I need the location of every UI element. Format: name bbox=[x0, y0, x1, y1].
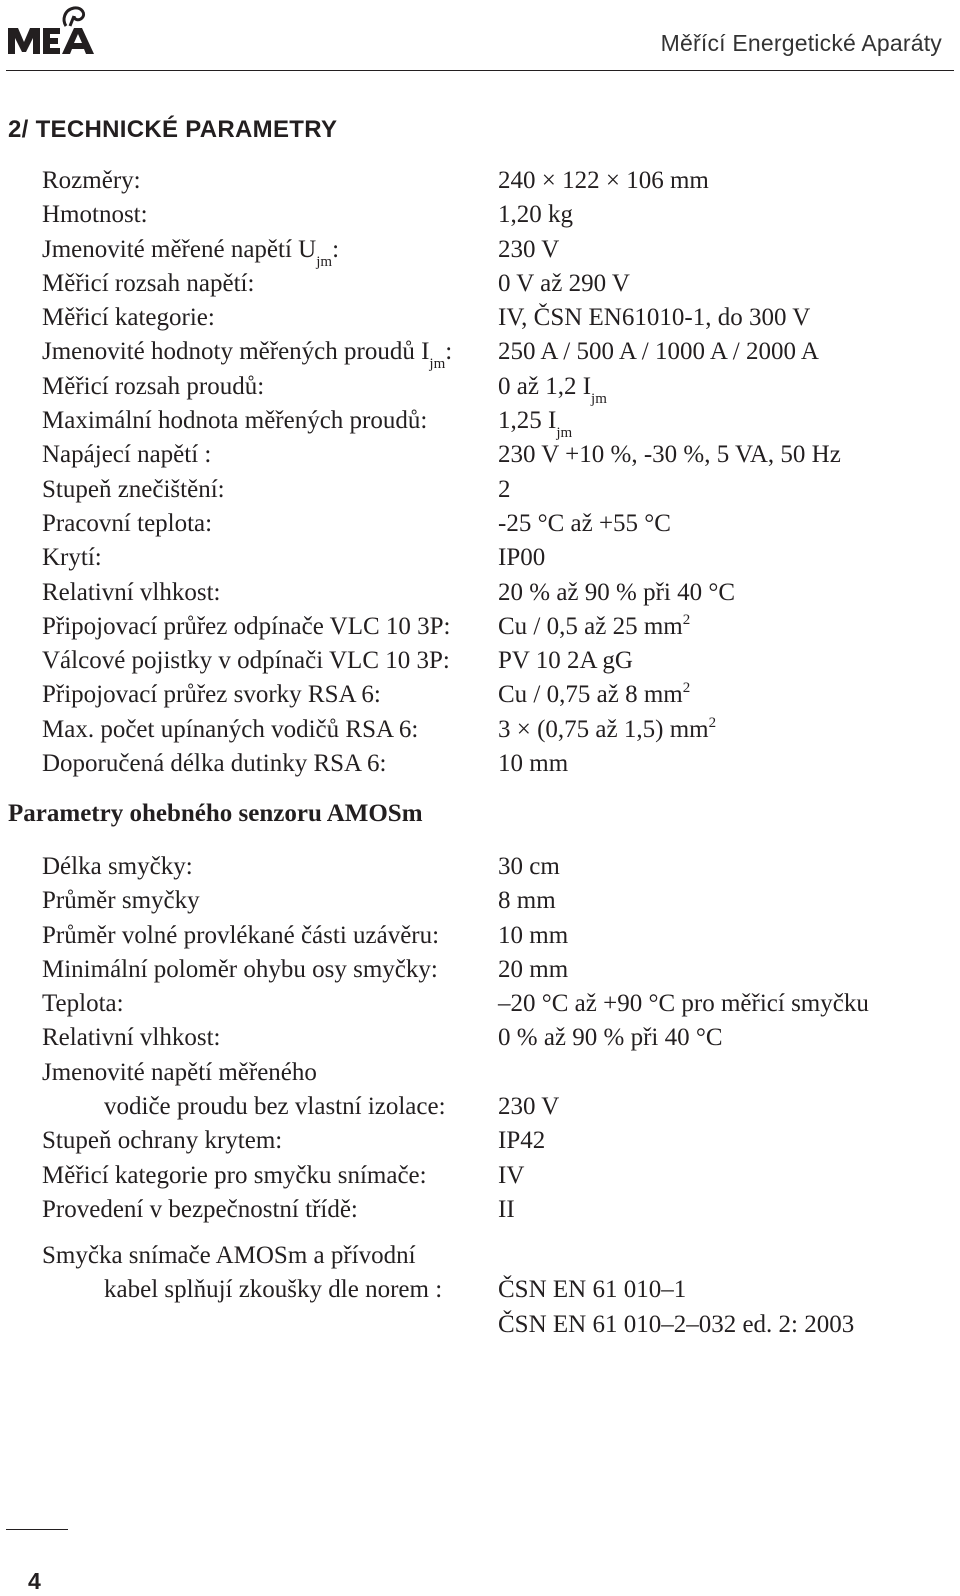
parameter-value-text: 10 mm bbox=[498, 921, 569, 949]
parameter-label-text: Jmenovité napětí měřeného bbox=[42, 1058, 317, 1086]
parameter-row bbox=[42, 884, 942, 918]
sensor-section-title: Parametry ohebného senzoru AMOSm bbox=[8, 800, 423, 827]
parameter-label-subscript: jm bbox=[316, 253, 333, 270]
parameter-label bbox=[42, 370, 264, 404]
parameter-row bbox=[42, 198, 942, 232]
parameter-label-text: Napájecí napětí : bbox=[42, 441, 212, 469]
parameter-value bbox=[498, 678, 690, 712]
header-divider bbox=[6, 70, 954, 71]
parameter-label-text: Stupeň ochrany krytem: bbox=[42, 1127, 283, 1155]
parameter-label bbox=[104, 1273, 442, 1307]
parameter-value-text: 0 až 1,2 I bbox=[498, 372, 592, 400]
parameter-row bbox=[42, 1273, 942, 1307]
parameter-value bbox=[498, 473, 511, 507]
parameter-label-text: Válcové pojistky v odpínači VLC 10 3P: bbox=[42, 647, 450, 675]
parameter-value-text: IP42 bbox=[498, 1127, 546, 1155]
parameter-row bbox=[42, 335, 942, 373]
parameter-label-text: Jmenovité měřené napětí U bbox=[42, 235, 317, 263]
parameter-label-text: Doporučená délka dutinky RSA 6: bbox=[42, 750, 387, 778]
parameter-label-text: Maximální hodnota měřených proudů: bbox=[42, 407, 428, 435]
parameter-label bbox=[42, 953, 438, 987]
parameter-label-text: Provedení v bezpečnostní třídě: bbox=[42, 1195, 358, 1223]
standards-table bbox=[42, 1239, 942, 1342]
parameter-row bbox=[42, 713, 942, 747]
parameter-value bbox=[498, 267, 630, 301]
parameter-row bbox=[42, 850, 942, 884]
parameter-value-superscript: 2 bbox=[682, 680, 691, 697]
parameter-value bbox=[498, 644, 633, 678]
parameter-value-text: Cu / 0,75 až 8 mm bbox=[498, 681, 683, 709]
parameter-label bbox=[42, 507, 212, 541]
parameter-row bbox=[42, 678, 942, 712]
parameter-label bbox=[42, 267, 254, 301]
parameter-row bbox=[42, 1239, 942, 1273]
sensor-parameters-table bbox=[42, 850, 942, 1227]
parameter-value bbox=[498, 1124, 545, 1158]
parameter-value bbox=[498, 1273, 686, 1307]
parameter-value bbox=[498, 1159, 524, 1193]
parameter-row bbox=[42, 1056, 942, 1090]
parameter-value bbox=[498, 747, 568, 781]
parameter-value-text: IV, ČSN EN61010-1, do 300 V bbox=[498, 304, 811, 332]
parameter-row bbox=[42, 1090, 942, 1124]
parameter-value-text: 3 × (0,75 až 1,5) mm bbox=[498, 715, 709, 743]
parameter-label-text: vodiče proudu bez vlastní izolace: bbox=[104, 1093, 446, 1121]
parameter-row bbox=[42, 301, 942, 335]
parameter-label-suffix: : bbox=[332, 235, 340, 263]
parameter-value-text: 0 % až 90 % při 40 °C bbox=[498, 1024, 723, 1052]
parameter-label bbox=[104, 1090, 446, 1124]
parameter-label bbox=[42, 919, 439, 953]
parameter-value-text: ČSN EN 61 010–2–032 ed. 2: 2003 bbox=[498, 1310, 855, 1338]
parameter-value bbox=[498, 1308, 854, 1342]
parameter-value-superscript: 2 bbox=[708, 714, 717, 731]
parameter-row bbox=[42, 404, 942, 442]
parameter-value-text: 230 V bbox=[498, 1093, 560, 1121]
parameter-label bbox=[42, 644, 450, 678]
parameter-value-text: II bbox=[498, 1195, 515, 1223]
parameter-row bbox=[42, 267, 942, 301]
parameter-label-text: Měřicí rozsah proudů: bbox=[42, 372, 265, 400]
parameter-label bbox=[42, 473, 225, 507]
parameter-label-text: Měřicí kategorie: bbox=[42, 304, 215, 332]
parameter-value bbox=[498, 1090, 559, 1124]
mega-logo bbox=[4, 2, 104, 62]
parameter-label-text: Průměr smyčky bbox=[42, 887, 200, 915]
parameters-table bbox=[42, 164, 942, 781]
parameter-value-text: IP00 bbox=[498, 544, 546, 572]
parameter-label bbox=[42, 850, 193, 884]
parameter-value bbox=[498, 301, 810, 335]
parameter-label bbox=[42, 678, 381, 712]
parameter-label-text: Připojovací průřez odpínače VLC 10 3P: bbox=[42, 612, 451, 640]
parameter-row bbox=[42, 919, 942, 953]
parameter-label-text: Max. počet upínaných vodičů RSA 6: bbox=[42, 715, 419, 743]
parameter-row bbox=[42, 507, 942, 541]
page-header bbox=[0, 0, 960, 72]
parameter-value bbox=[498, 953, 568, 987]
parameter-row bbox=[42, 1308, 942, 1342]
parameter-value-text: 230 V +10 %, -30 %, 5 VA, 50 Hz bbox=[498, 441, 841, 469]
parameter-row bbox=[42, 370, 942, 407]
parameter-row bbox=[42, 747, 942, 781]
parameter-label bbox=[42, 1021, 220, 1055]
parameter-label bbox=[42, 1159, 427, 1193]
parameter-value bbox=[498, 1021, 723, 1055]
parameter-label-subscript: jm bbox=[429, 356, 446, 373]
parameter-row bbox=[42, 164, 942, 198]
parameter-label bbox=[42, 335, 453, 373]
parameter-value bbox=[498, 507, 671, 541]
parameter-row bbox=[42, 953, 942, 987]
parameter-value-text: 250 A / 500 A / 1000 A / 2000 A bbox=[498, 338, 819, 366]
parameter-value bbox=[498, 576, 735, 610]
parameter-label bbox=[42, 747, 386, 781]
parameter-value bbox=[498, 233, 559, 267]
parameter-label-text: kabel splňují zkoušky dle norem : bbox=[104, 1276, 443, 1304]
parameter-value bbox=[498, 370, 607, 407]
parameter-value-text: –20 °C až +90 °C pro měřicí smyčku bbox=[498, 990, 869, 1018]
parameter-value bbox=[498, 164, 709, 198]
parameter-row bbox=[42, 438, 942, 472]
header-title: Měřící Energetické Aparáty bbox=[660, 30, 942, 56]
parameter-label bbox=[42, 164, 141, 198]
parameter-row bbox=[42, 233, 942, 270]
parameter-label bbox=[42, 198, 148, 232]
parameter-value-text: 20 mm bbox=[498, 955, 569, 983]
parameter-value bbox=[498, 850, 560, 884]
parameter-value-text: Cu / 0,5 až 25 mm bbox=[498, 612, 683, 640]
parameter-label-text: Krytí: bbox=[42, 544, 102, 572]
parameter-value-text: 1,20 kg bbox=[498, 201, 573, 229]
parameter-value-text: 30 cm bbox=[498, 853, 560, 880]
parameter-row bbox=[42, 1124, 942, 1158]
footer-divider bbox=[6, 1529, 68, 1530]
parameter-label-text: Měřicí rozsah napětí: bbox=[42, 269, 255, 297]
parameter-label bbox=[42, 1193, 358, 1227]
parameter-value-text: 10 mm bbox=[498, 750, 569, 778]
parameter-value-text: ČSN EN 61 010–1 bbox=[498, 1276, 687, 1304]
parameter-label bbox=[42, 987, 124, 1021]
parameter-label bbox=[42, 1124, 282, 1158]
parameter-value-text: -25 °C až +55 °C bbox=[498, 509, 671, 537]
parameter-label-text: Průměr volné provlékané části uzávěru: bbox=[42, 921, 440, 949]
parameter-row bbox=[42, 644, 942, 678]
parameter-label-text: Hmotnost: bbox=[42, 201, 148, 229]
parameter-value bbox=[498, 610, 690, 644]
parameter-label-text: Smyčka snímače AMOSm a přívodní bbox=[42, 1242, 416, 1269]
parameter-label-text: Relativní vlhkost: bbox=[42, 578, 221, 606]
parameter-label bbox=[42, 713, 418, 747]
parameter-label bbox=[42, 610, 450, 644]
parameter-row bbox=[42, 1021, 942, 1055]
parameter-value-text: 1,25 I bbox=[498, 407, 557, 435]
parameter-value-text: 230 V bbox=[498, 235, 560, 263]
parameter-label-text: Minimální poloměr ohybu osy smyčky: bbox=[42, 955, 438, 983]
parameter-value bbox=[498, 198, 573, 232]
parameter-label-text: Relativní vlhkost: bbox=[42, 1024, 221, 1052]
parameter-label-text: Pracovní teplota: bbox=[42, 509, 213, 537]
parameter-label bbox=[42, 541, 102, 575]
section-title: 2/ TECHNICKÉ PARAMETRY bbox=[8, 116, 338, 143]
parameter-label-suffix: : bbox=[445, 338, 453, 366]
parameter-row bbox=[42, 473, 942, 507]
parameter-value-superscript: 2 bbox=[682, 611, 691, 628]
parameter-value-subscript: jm bbox=[556, 425, 573, 442]
parameter-label bbox=[42, 233, 340, 270]
parameter-label-text: Připojovací průřez svorky RSA 6: bbox=[42, 681, 381, 709]
parameter-value bbox=[498, 1193, 515, 1227]
parameter-row bbox=[42, 576, 942, 610]
parameter-label bbox=[42, 301, 215, 335]
parameter-value-text: 2 bbox=[498, 475, 511, 503]
parameter-value-text: 8 mm bbox=[498, 887, 556, 915]
parameter-label-text: Délka smyčky: bbox=[42, 853, 193, 880]
parameter-value bbox=[498, 987, 869, 1021]
parameter-label-text: Jmenovité hodnoty měřených proudů I bbox=[42, 338, 430, 366]
parameter-value-subscript: jm bbox=[591, 390, 607, 407]
parameter-value bbox=[498, 404, 573, 442]
parameter-value-text: 0 V až 290 V bbox=[498, 269, 630, 297]
parameter-label bbox=[42, 1239, 416, 1273]
parameter-value bbox=[498, 541, 545, 575]
parameter-row bbox=[42, 1193, 942, 1227]
parameter-label bbox=[42, 576, 220, 610]
parameter-value bbox=[498, 335, 819, 369]
parameter-label bbox=[42, 438, 211, 472]
parameter-value bbox=[498, 884, 556, 918]
page-number: 4 bbox=[28, 1568, 41, 1594]
parameter-value bbox=[498, 919, 568, 953]
parameter-label bbox=[42, 1056, 317, 1090]
parameter-label-text: Teplota: bbox=[42, 990, 124, 1018]
parameter-label-text: Rozměry: bbox=[42, 167, 141, 194]
parameter-value-text: 240 × 122 × 106 mm bbox=[498, 167, 709, 194]
parameter-value-text: IV bbox=[498, 1161, 525, 1189]
parameter-value bbox=[498, 438, 841, 472]
parameter-label-text: Měřicí kategorie pro smyčku snímače: bbox=[42, 1161, 427, 1189]
parameter-label-text: Stupeň znečištění: bbox=[42, 475, 225, 503]
parameter-row bbox=[42, 610, 942, 644]
parameter-row bbox=[42, 1159, 942, 1193]
parameter-label bbox=[42, 404, 427, 438]
parameter-row bbox=[42, 987, 942, 1021]
parameter-label bbox=[42, 884, 200, 918]
parameter-value-text: 20 % až 90 % při 40 °C bbox=[498, 578, 736, 606]
parameter-row bbox=[42, 541, 942, 575]
parameter-value-text: PV 10 2A gG bbox=[498, 647, 633, 675]
parameter-value bbox=[498, 713, 716, 747]
